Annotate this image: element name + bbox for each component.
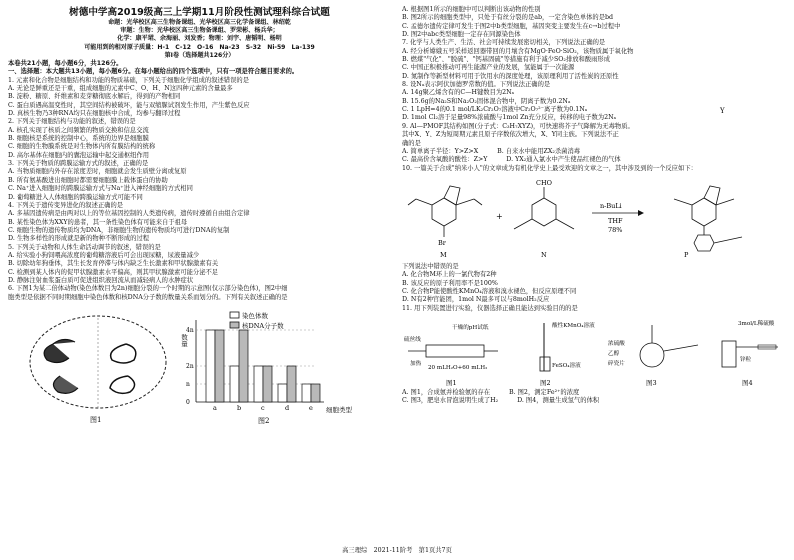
app-fig1-label: 图1 <box>446 378 457 387</box>
intro-line: 本卷共21小题，每小题6分，共126分。 <box>8 60 123 68</box>
app-chips: 碎瓷片 <box>608 360 625 367</box>
m-br: Br <box>438 238 446 247</box>
page-footer: 高三理综 2021-11阶考 第1页共7页 <box>342 547 452 554</box>
text-line: 4. 下列关于遗传变异进化的叙述正确的是 <box>8 201 124 209</box>
apparatus-fig2 <box>540 321 595 387</box>
text-line: B. 切除幼年狗垂体，其生长发育停滞与体内缺乏生长激素和甲状腺激素有关 <box>8 260 219 268</box>
text-line: C. 细胞的生物膜系统是对生物体内所有膜结构的统称 <box>8 143 156 151</box>
y-tick-label: 4n <box>186 326 194 334</box>
text-line: C. 1 LpH=4的0.1 mol/LK₂Cr₂O₇溶液中Cr₂O₇²⁻离子数为0.1Nₐ <box>402 106 588 114</box>
text-line: D. 真核生物乃3种RNA均只在细胞核中合成，均参与翻译过程 <box>8 110 181 118</box>
plus-sign: + <box>496 211 503 221</box>
compound-n <box>514 179 574 259</box>
text-line: 胞类型是依据不同时期细胞中染色体数和核DNA分子数的数量关系而划分的。下列有关叙述正确的是 <box>8 293 288 301</box>
p-label: P <box>684 250 689 259</box>
reagent: n-BuLi <box>600 201 622 210</box>
yield: 78% <box>608 225 623 234</box>
cell-division-figure <box>30 316 166 424</box>
figures-q6 <box>8 304 391 427</box>
apparatus-fig1 <box>404 323 498 387</box>
app-fig3-label: 图3 <box>646 378 657 387</box>
text-line: A. 简单离子半径：Y>Z>X B. 自来水中能用ZX₂杀菌消毒 <box>402 147 581 155</box>
x-tick-label: c <box>261 403 265 412</box>
text-line: C. 孟德尔遗传定律可发生于图2中b类型细胞，基因突变主要发生在c→b过程中 <box>402 22 621 30</box>
question-list-right-top <box>402 6 786 173</box>
fig2-chart <box>180 311 353 425</box>
text-line: C. 化合物P能使酸性KMnO₄溶液和溴水褪色，但反应原理不同 <box>402 287 577 295</box>
question-list-right-mid <box>402 263 786 313</box>
text-line: A. 根据图1所示的细胞中可以判断出该动物的性别 <box>402 6 541 13</box>
app-dilute-acid: 3mol/L稀硫酸 <box>738 320 775 327</box>
reaction-arrow <box>592 202 644 234</box>
bar-chromosome-a <box>206 330 215 402</box>
text-line: 9. Al—PMOF其结构如图(分子式：C₃H₇XYZ)，可快速将芥子气降解为无毒物质。 <box>402 122 634 130</box>
text-line: C. 检测到某人体内的促甲状腺激素水平偏高，则其甲状腺激素可能分泌不足 <box>8 268 219 276</box>
app-fig2-label: 图2 <box>540 378 551 387</box>
bar-chromosome-e <box>302 384 311 402</box>
text-line: B. 燃煤"气化"、"脱硫"、"钙基固硫"等措施有利于减少SO₂排放和酸雨形成 <box>402 56 611 64</box>
text-line: D. 图2中abc类型细胞一定存在同源染色体 <box>402 31 521 39</box>
m-label: M <box>440 250 447 259</box>
reviewer-line-chem: 化学：康平珺、余海丽、刘发香；物理：刘宇、唐韬明、杨明 <box>117 35 282 43</box>
text-line: B. 淀粉、糖原、纤维素和麦芽糖彻底水解后，得到的产物相同 <box>8 93 181 101</box>
fig1-label: 图1 <box>90 415 102 424</box>
question-list-right-bottom <box>402 389 786 406</box>
text-line: 5. 下列关于动物和人体生命活动调节的叙述，错误的是 <box>8 243 161 251</box>
q9-structure <box>719 107 725 115</box>
apparatus-fig4 <box>722 319 778 387</box>
bar-dna-b <box>239 330 248 402</box>
x-tick-label: d <box>285 403 290 412</box>
exam-title: 树德中学高2019级高三上学期11月阶段性测试理科综合试题 <box>69 7 330 18</box>
app-h2so4: 浓硫酸 <box>608 340 625 347</box>
app-wire: 硫丝线 <box>404 336 421 343</box>
text-line: C. 细胞生物的遗传物质均为DNA，非细胞生物的遗传物质均可进行DNA的复制 <box>8 226 230 234</box>
text-line: A. 当物质细胞内外存在浓度差时，细胞就会发生质壁分离或复原 <box>8 168 187 176</box>
bar-chromosome-b <box>230 366 239 402</box>
app-ethanol: 乙醇 <box>608 350 620 357</box>
apparatus-fig3 <box>608 325 698 387</box>
text-line: D. N有2种官能团，1mol N最多可以与8molH₂反应 <box>402 296 550 304</box>
app-kmno4: 酸性KMnO₄溶液 <box>552 322 595 329</box>
text-line: A. 给实验小狗饲喂高浓度的葡萄糖溶液后可会出现尿糖，尿液量减少 <box>8 251 200 259</box>
bar-dna-e <box>311 384 320 402</box>
x-tick-label: b <box>237 403 242 412</box>
figure-svg <box>8 304 391 427</box>
apparatus-figures <box>402 315 786 387</box>
text-line: D. 高尔基体在细胞内的囊泡运输中起交通枢纽作用 <box>8 151 150 159</box>
app-feso4: FeSO₄溶液 <box>552 362 581 369</box>
bar-chromosome-d <box>278 384 287 402</box>
y-tick-label: 2n <box>186 362 194 370</box>
text-line: 11. 用下列装置进行实验，仪器选择正确且能达到实验目的的是 <box>402 304 578 312</box>
right-column <box>402 6 786 406</box>
apparatus-svg <box>402 315 786 387</box>
text-line: C. 蛋白质遇高温变性时，其空间结构被破坏，能与双缩脲试剂发生作用，产生紫色反应 <box>8 101 250 109</box>
legend-dna-swatch <box>230 322 239 328</box>
text-line: C. 中国正积极推动可再生能源产业的发展，氢能属于一次能源 <box>402 64 575 72</box>
text-line: D. 1mol Cl₂溶于足量98%浓硫酸与1mol Zn充分反应，转移的电子数为2Nₐ <box>402 114 617 122</box>
text-line: 6. 下图1为某二倍体动物(染色体数目为2n)细胞分裂的一个时期的示意图(仅示部分染色体)，图2中细 <box>8 285 288 293</box>
text-line: B. 图2所示的细胞类型中，只处于有丝分裂的是ab，一定含染色单体的是bd <box>402 14 614 22</box>
text-line: A. 无论是鲜重还是干重，组成细胞的元素中C、O、H、N这四种元素的含量最多 <box>8 85 233 93</box>
left-column <box>8 6 391 427</box>
text-line: 确的是 <box>402 139 421 147</box>
y-tick-label: n <box>186 380 190 388</box>
legend-chromosome-label: 染色体数 <box>242 311 268 320</box>
text-line: B. 细胞核是系统的控制中心，系统的边界是细胞膜 <box>8 135 149 143</box>
text-line: A. 多基因遗传病是由两对以上的等位基因控制的人类遗传病，遗传时遵循自由组合定律 <box>8 210 250 218</box>
text-line: B. 15.6g的Na₂S和Na₂O₂固体混合物中，阴离子数为0.2Nₐ <box>402 97 571 105</box>
text-line: 7. 化学与人类生产、生活、社会可持续发展密切相关，下列说法正确的是 <box>402 39 606 47</box>
text-line: D. 静脉注射血浆蛋白质可促进组织液回流从而减轻病人的水肿症状 <box>8 276 194 284</box>
part-heading: 一、选择题：本大题共13小题，每小题6分。在每小题给出的四个选项中，只有一项是符合题目要求的。 <box>8 68 299 76</box>
text-line: 1. 元素和化合物是细胞结构和功能的物质基础，下列关于细胞化学组成的叙述错误的是 <box>8 76 249 84</box>
app-heat: 加热 <box>410 360 422 367</box>
text-line: A. 14g聚乙烯含有的C—H键数目为2Nₐ <box>402 89 515 97</box>
text-line: D. 葡萄糖进入人体细胞的跨膜运输方式可能不同 <box>8 193 143 201</box>
text-line: 2. 下列关于细胞结构与功能的叙述，错误的是 <box>8 118 136 126</box>
text-line: A. 核孔实现了核质之间频繁的物质交换和信息交流 <box>8 126 149 134</box>
struct-y-atom: Y <box>720 106 725 115</box>
text-line: A. 经分析嫦娥五号采样返回器带回的月壤含有MgO·FeO·SiO₂，该物质属于氧化物 <box>402 47 634 55</box>
text-line: 下列说法中错误的是 <box>402 262 459 270</box>
text-line: A. 化合物M环上的一氯代物有2种 <box>402 271 497 279</box>
text-line: D. 氮制作等新型材料可用于饮用水的深度处理，该原理利用了活性炭的还原性 <box>402 72 619 80</box>
app-fig4-label: 图4 <box>742 378 753 387</box>
text-line: B. 某性染色体为XXY的患者，其一条性染色体有可能来自于祖母 <box>8 218 188 226</box>
text-line: D. 生物多样性的形成就是新的物种不断形成的过程 <box>8 235 150 243</box>
y-tick-label: 0 <box>186 398 190 406</box>
app-mixture: 20 mLH₂O+60 mLH₂ <box>428 364 488 371</box>
text-line: A. 图1，合成氨并检验氨的存在 B. 图2，测定Fe²⁺的浓度 <box>402 388 580 396</box>
n-label: N <box>541 250 547 259</box>
legend-dna-label: 核DNA分子数 <box>242 321 284 330</box>
compound-m <box>408 186 482 259</box>
text-line: C. Na⁺进入细胞时的跨膜运输方式与Na⁺进入神经细胞的方式相同 <box>8 185 193 193</box>
text-line: B. 该反应的原子利用率不是100% <box>402 279 498 287</box>
x-tick-label: e <box>309 403 313 412</box>
bar-dna-a <box>215 330 224 402</box>
text-line: C. 最高价含氧酸的酸性：Z>Y D. YX₂通入氯水中产生使品红褪色的气体 <box>402 156 621 164</box>
proposer-line: 命题：光华校区高三生物备课组、光华校区高三化学备课组、林绍乾 <box>108 19 291 26</box>
text-line: 8. 设Nₐ表示阿伏加德罗常数的值。下列说法正确的是 <box>402 81 551 89</box>
app-zinc: 锌粒 <box>740 356 752 363</box>
question-list-left <box>8 77 391 302</box>
fig2-label: 图2 <box>258 416 270 425</box>
x-tick-label: a <box>213 403 217 412</box>
text-line: B. 所有氨基酸进出细胞时都需要细胞膜上载体蛋白的协助 <box>8 176 168 184</box>
bar-chromosome-c <box>254 366 263 402</box>
legend-chromosome-swatch <box>230 312 239 318</box>
text-line: 10. 一篇关于合成"纳米小人"的文章成为有机化学史上最受欢迎的文章之一，其中涉及到的一个反应如下： <box>402 164 697 172</box>
solvent: THF <box>608 216 623 225</box>
text-line: 3. 下列关于物质的跨膜运输方式的叙述，正确的是 <box>8 160 149 168</box>
compound-p <box>674 186 742 259</box>
app-ph-paper: 干燥的pH试纸 <box>452 324 489 331</box>
section-title: 第Ⅰ卷（选择题共126分） <box>164 51 235 59</box>
bar-dna-c <box>263 366 272 402</box>
bar-dna-d <box>287 366 296 402</box>
x-axis-label: 细胞类型 <box>326 405 352 414</box>
text-line: 其中X、Y、Z为短周期元素且原子序数依次增大，X、Y同主族。下列说法不正 <box>402 131 619 139</box>
atomic-masses: 可能用到的相对原子质量：H-1 C-12 O-16 Na-23 S-32 Ni-59 La-139 <box>84 43 315 51</box>
n-cho: CHO <box>536 178 552 187</box>
text-line: C. 图3，肥皂水冒泡说明生成了H₂ D. 图4，测量生成氢气的体积 <box>402 397 600 405</box>
reviewer-line: 审题：生物：光华校区高三生物备课组、罗荣彬、杨兵华； <box>120 27 279 35</box>
y-axis-label: 数量 <box>180 333 188 347</box>
